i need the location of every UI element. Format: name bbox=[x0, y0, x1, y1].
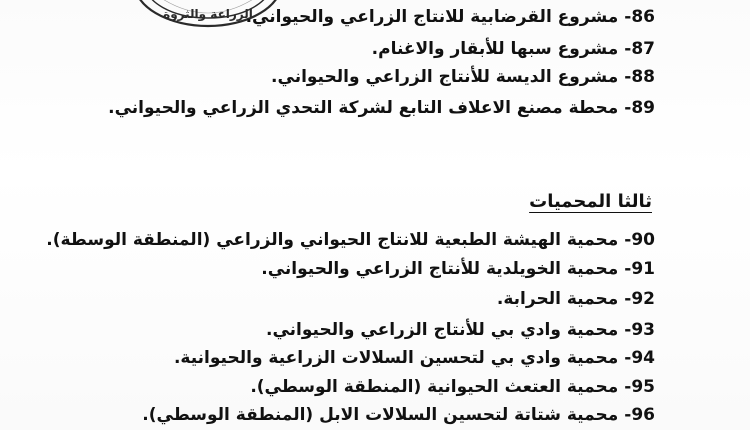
list-item bbox=[246, 6, 655, 28]
item-text: محمية وادي بي للأنتاج الزراعي والحيواني. bbox=[266, 320, 619, 340]
item-text: محمية الحرابة. bbox=[496, 289, 619, 309]
list-item bbox=[266, 319, 655, 341]
item-number: 86- bbox=[624, 7, 655, 27]
list-item bbox=[497, 288, 655, 310]
list-item bbox=[142, 404, 655, 426]
list-item bbox=[372, 38, 655, 60]
list-item bbox=[108, 97, 655, 119]
item-text: مشروع سبها للأبقار والاغنام. bbox=[371, 39, 619, 59]
item-number: 88- bbox=[624, 67, 655, 87]
list-item bbox=[250, 376, 655, 398]
item-text: محطة مصنع الاعلاف التابع لشركة التحدي الزراعي والحيواني. bbox=[108, 98, 619, 118]
item-number: 96- bbox=[624, 405, 655, 425]
list-item bbox=[271, 66, 655, 88]
item-number: 87- bbox=[624, 39, 655, 59]
seal-text: الزراعة والثروة bbox=[163, 7, 253, 21]
item-text: محمية وادي بي لتحسين السلالات الزراعية والحيوانية. bbox=[173, 348, 619, 368]
list-item bbox=[174, 347, 655, 369]
item-number: 94- bbox=[624, 348, 655, 368]
section-heading: ثالثا المحميات bbox=[529, 191, 652, 212]
item-number: 93- bbox=[624, 320, 655, 340]
item-number: 95- bbox=[624, 377, 655, 397]
item-text: محمية شتاتة لتحسين السلالات الابل (المنطقة الوسطي). bbox=[142, 405, 619, 425]
item-number: 91- bbox=[624, 259, 655, 279]
item-text: مشروع الديسة للأنتاج الزراعي والحيواني. bbox=[271, 67, 619, 87]
item-text: محمية الهيشة الطبعية للانتاج الحيواني والزراعي (المنطقة الوسطة). bbox=[46, 230, 619, 250]
item-text: مشروع القرضابية للانتاج الزراعي والحيواني. bbox=[245, 7, 619, 27]
item-number: 92- bbox=[624, 289, 655, 309]
item-number: 89- bbox=[624, 98, 655, 118]
item-number: 90- bbox=[624, 230, 655, 250]
item-text: محمية الخويلدية للأنتاج الزراعي والحيواني. bbox=[261, 259, 619, 279]
item-text: محمية العتعث الحيوانية (المنطقة الوسطي). bbox=[250, 377, 619, 397]
list-item bbox=[261, 258, 655, 280]
list-item bbox=[46, 229, 655, 251]
